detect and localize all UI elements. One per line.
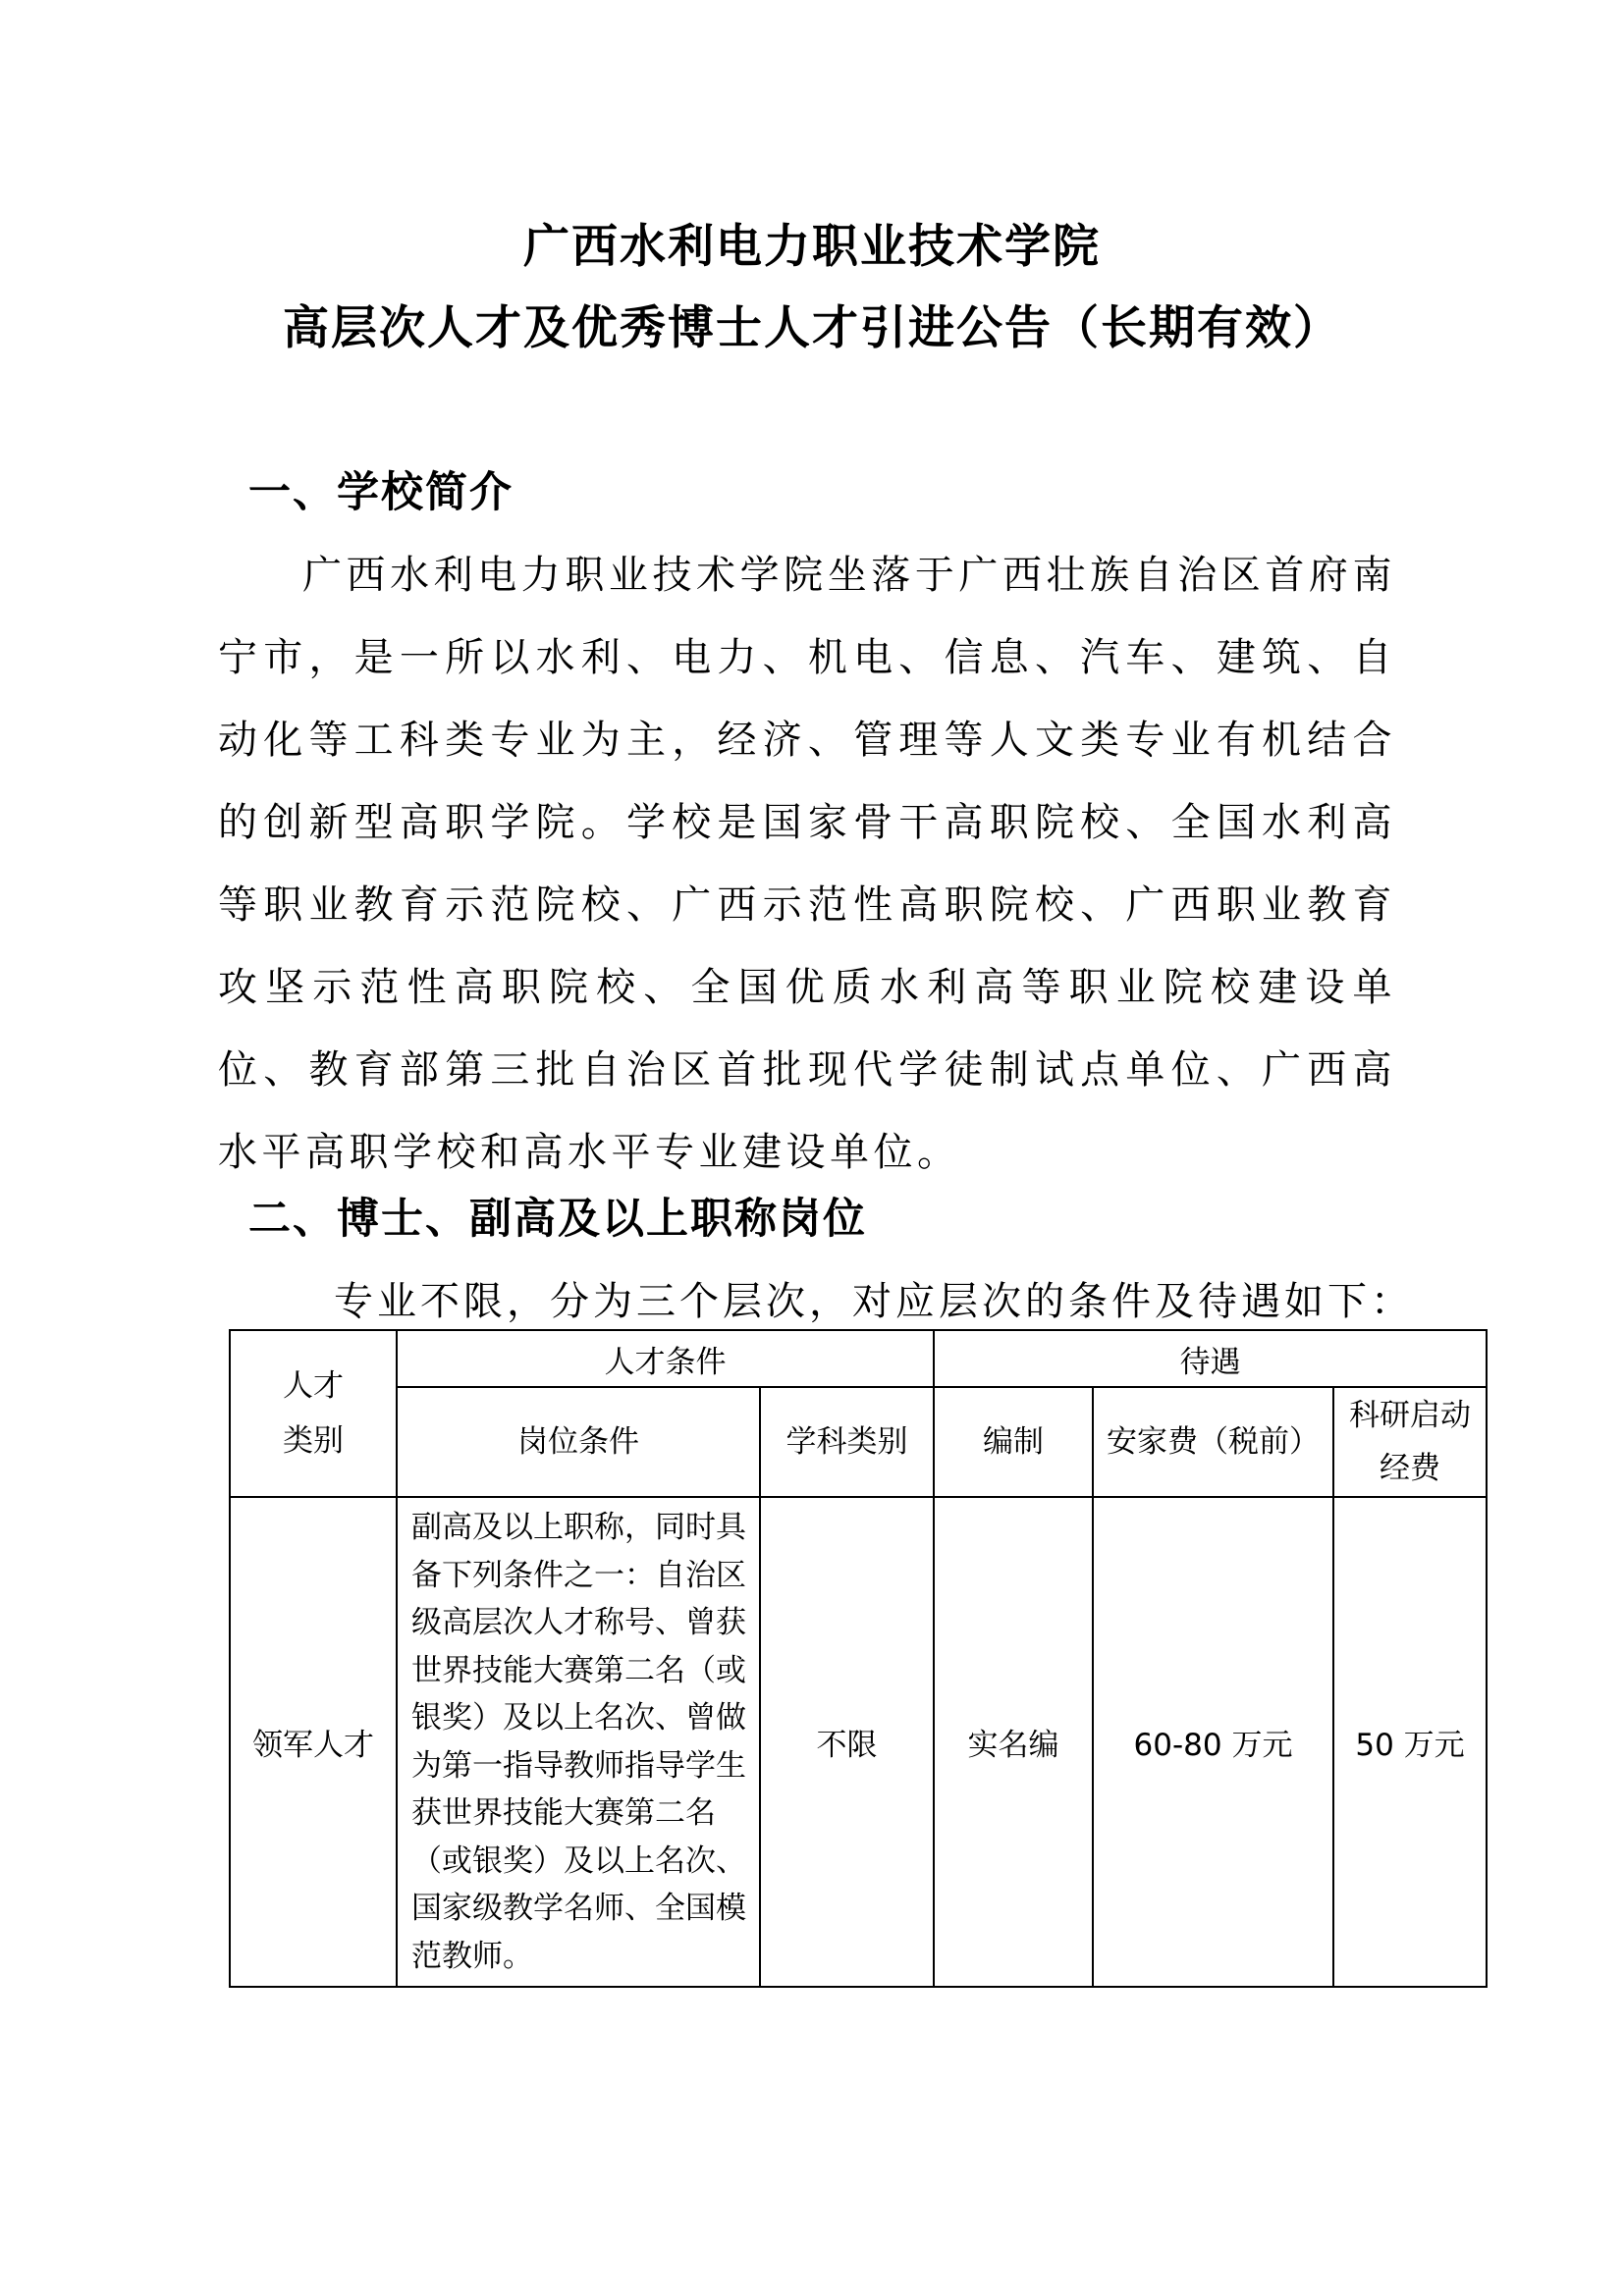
cell-conditions: 副高及以上职称，同时具备下列条件之一：自治区级高层次人才称号、曾获世界技能大赛第二名（或银奖）及以上名次、曾做为第一指导教师指导学生获世界技能大赛第二名（或银奖）及以上名次、国家级教学名师、全国模范教师。: [397, 1497, 760, 1987]
table-header-row: [230, 1330, 1487, 1387]
header-research-fund-line2: 经费: [1380, 1451, 1440, 1486]
header-research-fund-line1: 科研启动: [1349, 1398, 1471, 1433]
header-research-fund: [1333, 1387, 1487, 1497]
header-position-conditions: 岗位条件: [397, 1387, 760, 1497]
header-category-line2: 类别: [283, 1423, 344, 1459]
header-staffing: 编制: [934, 1387, 1093, 1497]
cell-staffing: 实名编: [934, 1497, 1093, 1987]
section-heading-school-intro: 一、学校简介: [248, 468, 514, 517]
header-talent-conditions: 人才条件: [397, 1330, 934, 1387]
cell-category: 领军人才: [230, 1497, 397, 1987]
document-title: 广西水利电力职业技术学院: [523, 220, 1101, 274]
document-subtitle: 高层次人才及优秀博士人才引进公告（长期有效）: [283, 301, 1341, 355]
table-row: [230, 1497, 1487, 1987]
talent-table: [229, 1329, 1488, 1988]
header-discipline: 学科类别: [760, 1387, 934, 1497]
cell-settlement-fee: 60-80 万元: [1093, 1497, 1333, 1987]
section-heading-positions: 二、博士、副高及以上职称岗位: [248, 1195, 867, 1244]
cell-research-fund: 50 万元: [1333, 1497, 1487, 1987]
table-subheader-row: [230, 1387, 1487, 1497]
header-talent-category: [230, 1330, 397, 1497]
header-benefits: 待遇: [934, 1330, 1487, 1387]
header-settlement-fee: 安家费（税前）: [1093, 1387, 1333, 1497]
school-intro-paragraph: 广西水利电力职业技术学院坐落于广西壮族自治区首府南宁市，是一所以水利、电力、机电、信息、汽车、建筑、自动化等工科类专业为主，经济、管理等人文类专业有机结合的创新型高职学院。学校是国家骨干高职院校、全国水利高等职业教育示范院校、广西示范性高职院校、广西职业教育攻坚示范性高职院校、全国优质水利高等职业院校建设单位、教育部第三批自治区首批现代学徒制试点单位、广西高水平高职学校和高水平专业建设单位。: [218, 553, 1396, 1175]
positions-note: 专业不限，分为三个层次，对应层次的条件及待遇如下：: [334, 1279, 1414, 1324]
cell-discipline: 不限: [760, 1497, 934, 1987]
header-category-line1: 人才: [283, 1368, 344, 1404]
